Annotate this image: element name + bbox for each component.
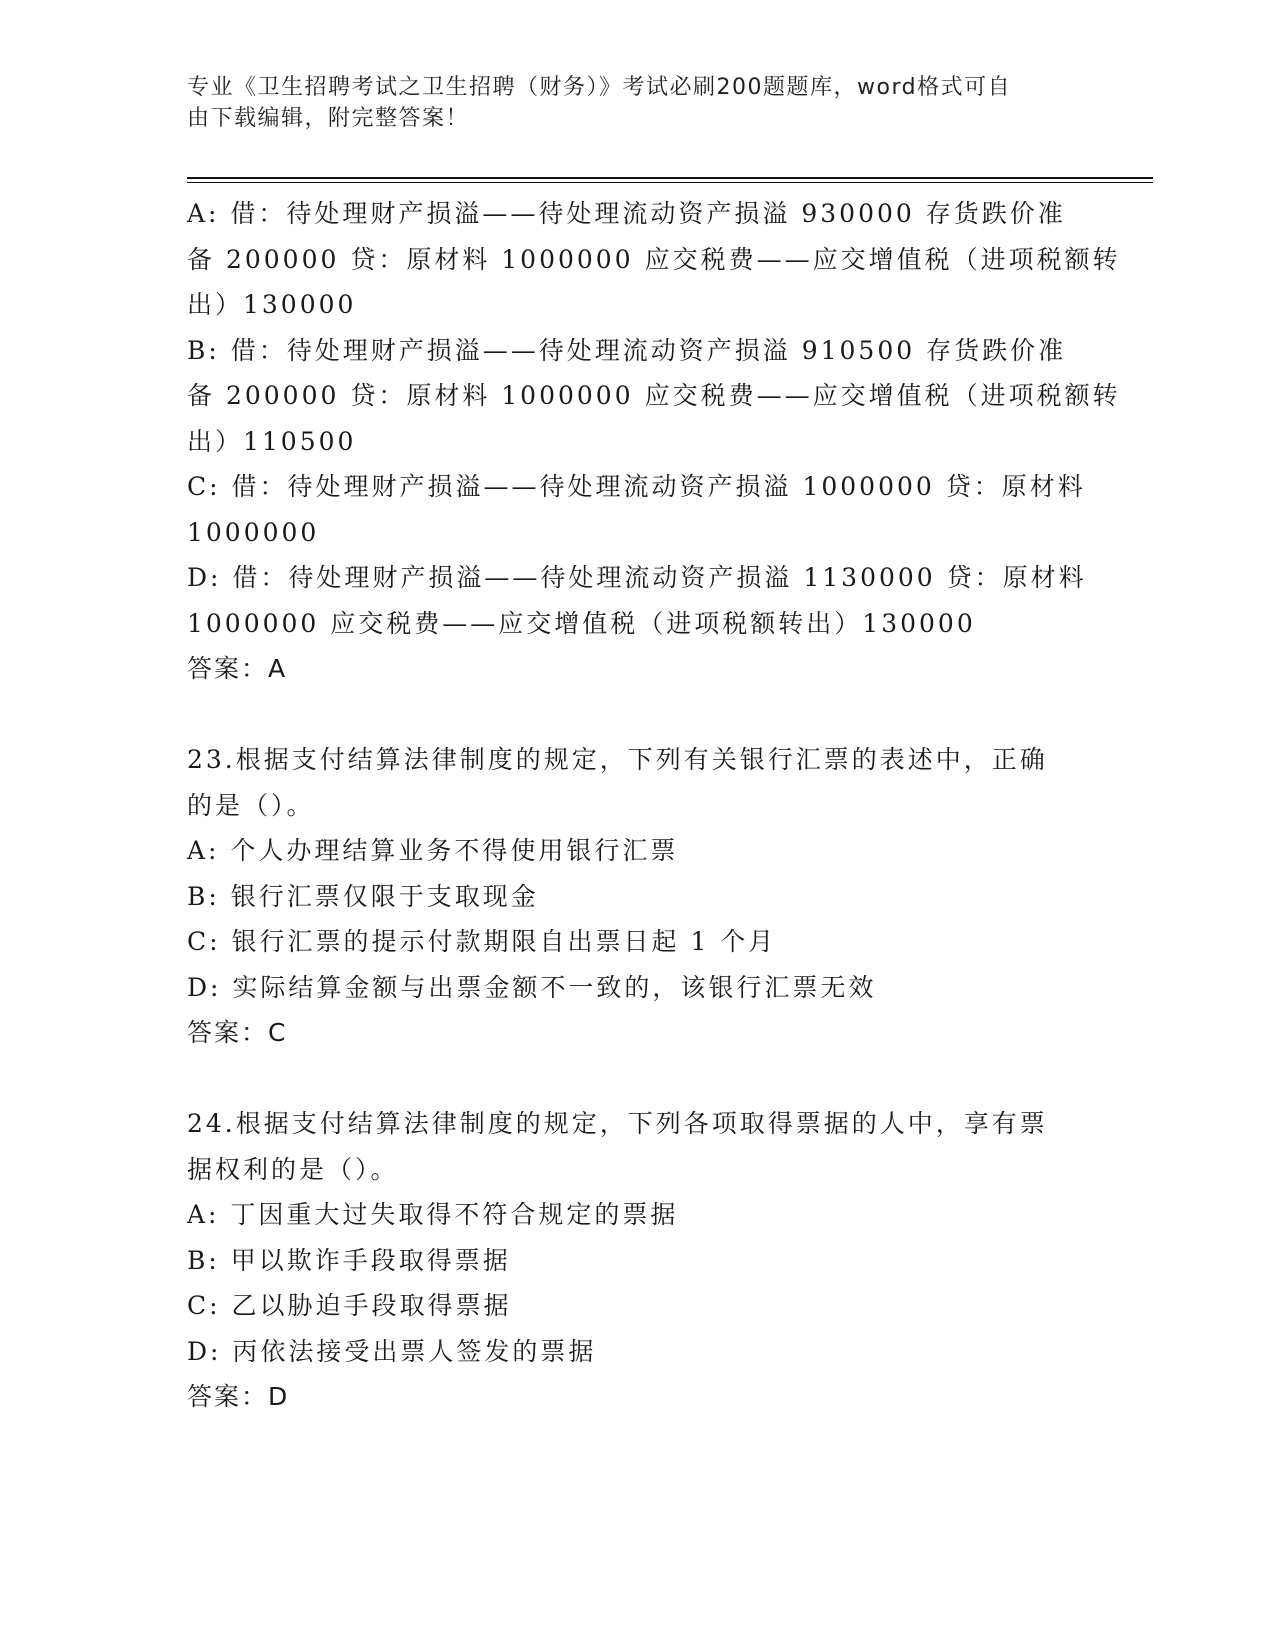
option-c: C: 乙以胁迫手段取得票据 [187, 1291, 512, 1320]
header-line: 专业《卫生招聘考试之卫生招聘（财务）》考试必刷200题题库，word格式可自 [187, 75, 1012, 100]
option-d [187, 555, 1087, 646]
question-stem: 据权利的是（）。 [187, 1154, 399, 1184]
option-text: 备 200000 贷：原材料 1000000 应交税费——应交增值税（进项税额转 [187, 381, 1121, 410]
question-stem: 24.根据支付结算法律制度的规定，下列各项取得票据的人中，享有票 [187, 1109, 1048, 1138]
option-b: B: 甲以欺诈手段取得票据 [187, 1245, 511, 1275]
option-text: 1000000 应交税费——应交增值税（进项税额转出）130000 [187, 608, 976, 638]
question-22 [187, 191, 1121, 692]
option-text: B: 借：待处理财产损溢——待处理流动资产损溢 910500 存货跌价准 [187, 335, 1067, 365]
answer-label: 答案：A [187, 654, 288, 683]
option-a [187, 191, 1121, 328]
option-text: 出）130000 [187, 290, 357, 319]
answer-label: 答案：C [187, 1018, 288, 1047]
question-stem: 的是（）。 [187, 790, 315, 820]
option-text: A: 借：待处理财产损溢——待处理流动资产损溢 930000 存货跌价准 [187, 199, 1066, 228]
spacer [187, 692, 1077, 738]
header-line: 由下载编辑，附完整答案！ [187, 106, 470, 131]
answer-label: 答案：D [187, 1382, 290, 1411]
option-c: C: 银行汇票的提示付款期限自出票日起 1 个月 [187, 927, 777, 956]
question-stem: 23.根据支付结算法律制度的规定，下列有关银行汇票的表述中，正确 [187, 745, 1048, 774]
option-a: A: 个人办理结算业务不得使用银行汇票 [187, 836, 679, 865]
option-text: 备 200000 贷：原材料 1000000 应交税费——应交增值税（进项税额转 [187, 244, 1121, 274]
header-divider [187, 182, 1153, 183]
spacer [187, 1056, 1077, 1102]
header-divider [187, 177, 1153, 179]
question-23 [187, 737, 1077, 1056]
option-a: A: 丁因重大过失取得不符合规定的票据 [187, 1200, 679, 1229]
option-d: D: 丙依法接受出票人签发的票据 [187, 1336, 597, 1366]
document-header [187, 72, 1067, 134]
question-24 [187, 1101, 1077, 1420]
option-text: 出）110500 [187, 426, 357, 456]
option-c [187, 464, 1086, 555]
option-text: D: 借：待处理财产损溢——待处理流动资产损溢 1130000 贷：原材料 [187, 563, 1087, 592]
option-b: B: 银行汇票仅限于支取现金 [187, 881, 539, 911]
option-text: 1000000 [187, 517, 320, 547]
option-d: D: 实际结算金额与出票金额不一致的，该银行汇票无效 [187, 972, 877, 1002]
document-body [187, 191, 1121, 1420]
option-text: C: 借：待处理财产损溢——待处理流动资产损溢 1000000 贷：原材料 [187, 472, 1086, 501]
option-b [187, 328, 1121, 465]
